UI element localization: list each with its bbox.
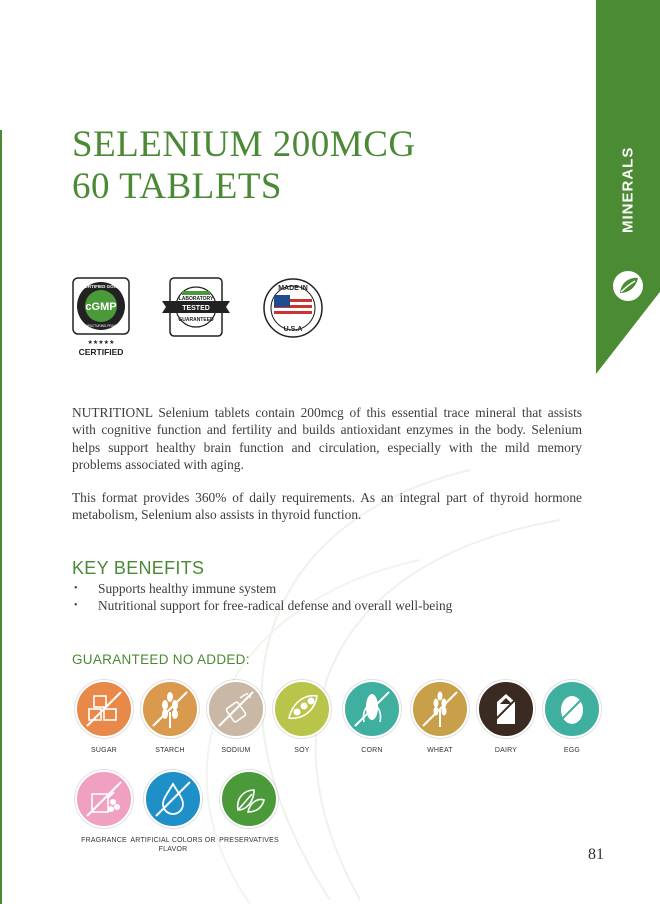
cgmp-stars: ★★★★★ — [87, 339, 115, 346]
cgmp-arc-top: CERTIFIED GOOD — [81, 284, 121, 289]
usa-badge-line2: U.S.A — [283, 326, 303, 333]
description-paragraph-1: NUTRITIONL Selenium tablets contain 200mcg of this essential trace mineral that assists with cognitive function and fertility and builds antioxidant enzymes in the body. Selenium helps support healthy brain function and circulation, especially with the mild memory problems associated with aging. — [72, 405, 582, 472]
category-tab-label: MINERALS — [619, 146, 637, 234]
made-in-usa-badge — [258, 277, 328, 339]
egg-icon — [543, 680, 601, 738]
fragrance-icon — [75, 770, 133, 828]
allergen-label: SOY — [294, 747, 310, 754]
allergen-label: EGG — [563, 747, 581, 754]
product-title — [72, 124, 416, 208]
product-title-line1: SELENIUM 200MCG — [72, 124, 416, 165]
cgmp-center-text: cGMP — [85, 301, 117, 313]
allergen-preservatives — [204, 770, 294, 845]
allergen-label: SUGAR — [91, 747, 117, 754]
page-number: 81 — [588, 846, 604, 863]
allergen-egg — [527, 680, 617, 755]
soybean-icon — [273, 680, 331, 738]
allergen-label: CORN — [361, 747, 383, 754]
leaves-icon — [220, 770, 278, 828]
allergen-label: WHEAT — [427, 747, 453, 754]
left-rule — [0, 130, 2, 904]
allergen-label: SODIUM — [221, 747, 251, 754]
allergen-label: ARTIFICIAL COLORS OR FLAVOR — [130, 837, 216, 853]
laboratory-tested-badge — [160, 277, 232, 339]
cgmp-caption: CERTIFIED — [78, 347, 124, 357]
cgmp-certified-badge — [72, 277, 130, 359]
allergen-label: PRESERVATIVES — [219, 837, 279, 844]
list-item: • Nutritional support for free-radical defense and overall well-being — [72, 597, 452, 614]
allergen-label: FRAGRANCE — [81, 837, 127, 844]
guaranteed-heading: GUARANTEED NO ADDED: — [72, 652, 250, 667]
lab-badge-line1: LABORATORY — [178, 296, 214, 302]
cgmp-arc-bottom: MANUFACTURING PRACTICE — [78, 324, 124, 328]
leaf-circle-icon — [611, 269, 645, 303]
usa-badge-line1: MADE IN — [278, 285, 308, 292]
key-benefits-list — [72, 580, 452, 614]
description-paragraph-2: This format provides 360% of daily requirements. As an integral part of thyroid hormone metabolism, Selenium also assists in thyroid function. — [72, 490, 582, 523]
drop-icon — [144, 770, 202, 828]
key-benefits-heading: KEY BENEFITS — [72, 558, 205, 578]
product-title-line2: 60 TABLETS — [72, 166, 282, 207]
allergen-label: DAIRY — [494, 747, 518, 754]
list-item: • Supports healthy immune system — [72, 580, 452, 597]
corn-icon — [343, 680, 401, 738]
lab-badge-line2: TESTED — [182, 305, 210, 312]
lab-badge-line3: GUARANTEED — [178, 317, 214, 323]
allergen-label: STARCH — [155, 747, 185, 754]
